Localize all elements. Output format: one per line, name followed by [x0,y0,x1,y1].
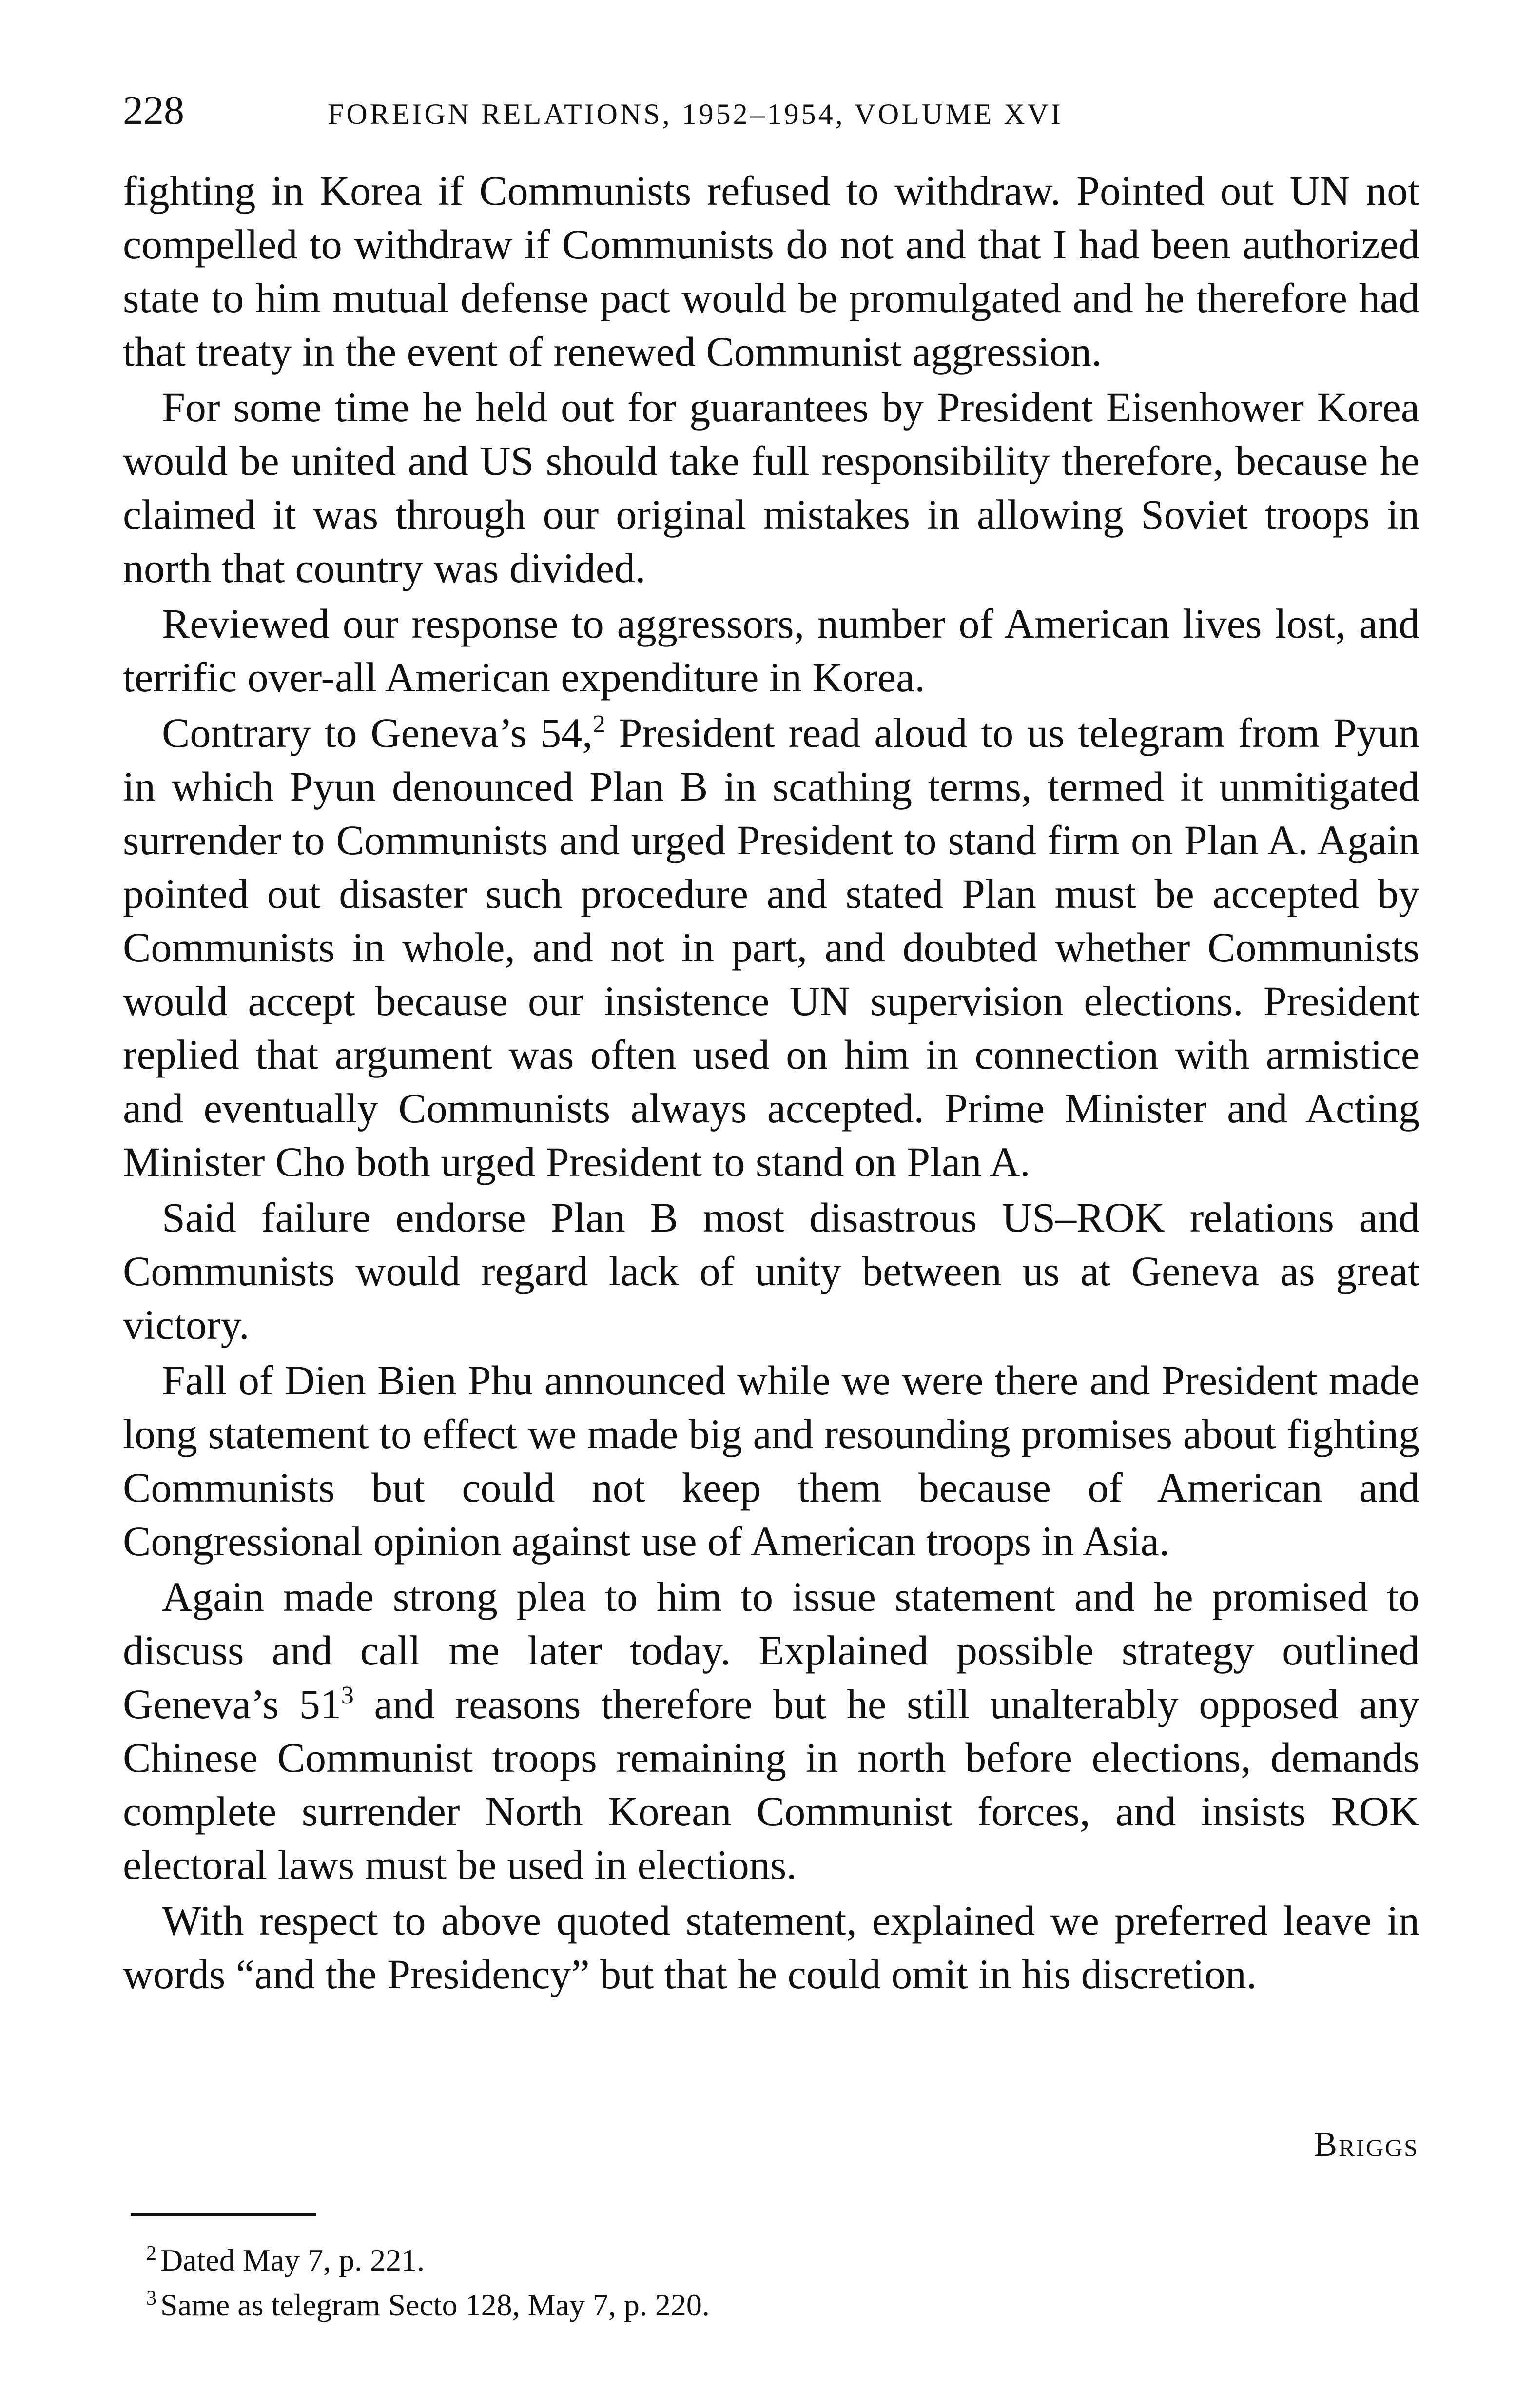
paragraph-8: With respect to above quoted statement, explained we preferred leave in words “and the Presidency” but that he could omit in his discretion. [123,1897,1419,1997]
footnote-2 [146,2238,1365,2283]
footnote-reference-2: 2 [592,710,605,738]
running-title: FOREIGN RELATIONS, 1952–1954, VOLUME XVI [328,98,1063,130]
running-header [123,84,1419,137]
signature: Briggs [1313,2125,1419,2164]
page-number: 228 [123,88,184,133]
paragraph-2: For some time he held out for guarantees by President Eisenhower Korea would be united and US should take full responsibility therefore, because he claimed it was through our original mistakes in allowing Soviet troops in north that country was divided. [123,384,1419,591]
paragraph-4-rest: President read aloud to us telegram from Pyun in which Pyun denounced Plan B in scathing terms, termed it unmitigated surrender to Communists and urged President to stand firm on Plan A. Again pointed out disaster such procedure and stated Plan must be accepted by Communists in whole, and not in part, and doubted whether Communists would accept because our insistence UN supervision elections. President replied that argument was often used on him in connection with armistice and eventually Communists always accepted. Prime Minister and Acting Minister Cho both urged President to stand on Plan A. [123,709,1419,1185]
paragraph-1: fighting in Korea if Communists refused to withdraw. Pointed out UN not compelled to withdraw if Communists do not and that I had been authorized state to him mutual defense pact would be promulgated and he therefore had that treaty in the event of renewed Communist aggression. [123,167,1419,375]
footnote-divider [131,2213,316,2216]
paragraph-7-lead: Again made strong plea to him to issue statement and he promised to discuss and call me later today. Explained possible strategy outlined Geneva’s 51 [123,1573,1419,1727]
footnote-text: Same as telegram Secto 128, May 7, p. 220. [160,2288,710,2322]
footnote-marker: 2 [146,2242,156,2265]
paragraph-5: Said failure endorse Plan B most disastrous US–ROK relations and Communists would regard lack of unity between us at Geneva as great victory. [123,1194,1419,1348]
footnote-text: Dated May 7, p. 221. [160,2243,425,2277]
paragraph-6: Fall of Dien Bien Phu announced while we were there and President made long statement to effect we made big and resounding promises about fighting Communists but could not keep them because of American and Congressional opinion against use of American troops in Asia. [123,1357,1419,1565]
paragraph-7 [123,1570,1419,1892]
paragraph-7-rest: and reasons therefore but he still unalterably opposed any Chinese Communist troops remaining in north before elections, demands complete surrender North Korean Communist forces, and insists ROK electoral laws must be used in elections. [123,1681,1419,1888]
footnote-3 [146,2283,1365,2328]
footnote-reference-3: 3 [341,1682,354,1709]
paragraph-4 [123,706,1419,1189]
paragraph-4-lead: Contrary to Geneva’s 54, [162,709,593,756]
footnote-marker: 3 [146,2287,156,2310]
document-body [123,164,1419,2001]
paragraph-3: Reviewed our response to aggressors, number of American lives lost, and terrific over-all American expenditure in Korea. [123,600,1419,701]
footnotes [146,2238,1365,2328]
